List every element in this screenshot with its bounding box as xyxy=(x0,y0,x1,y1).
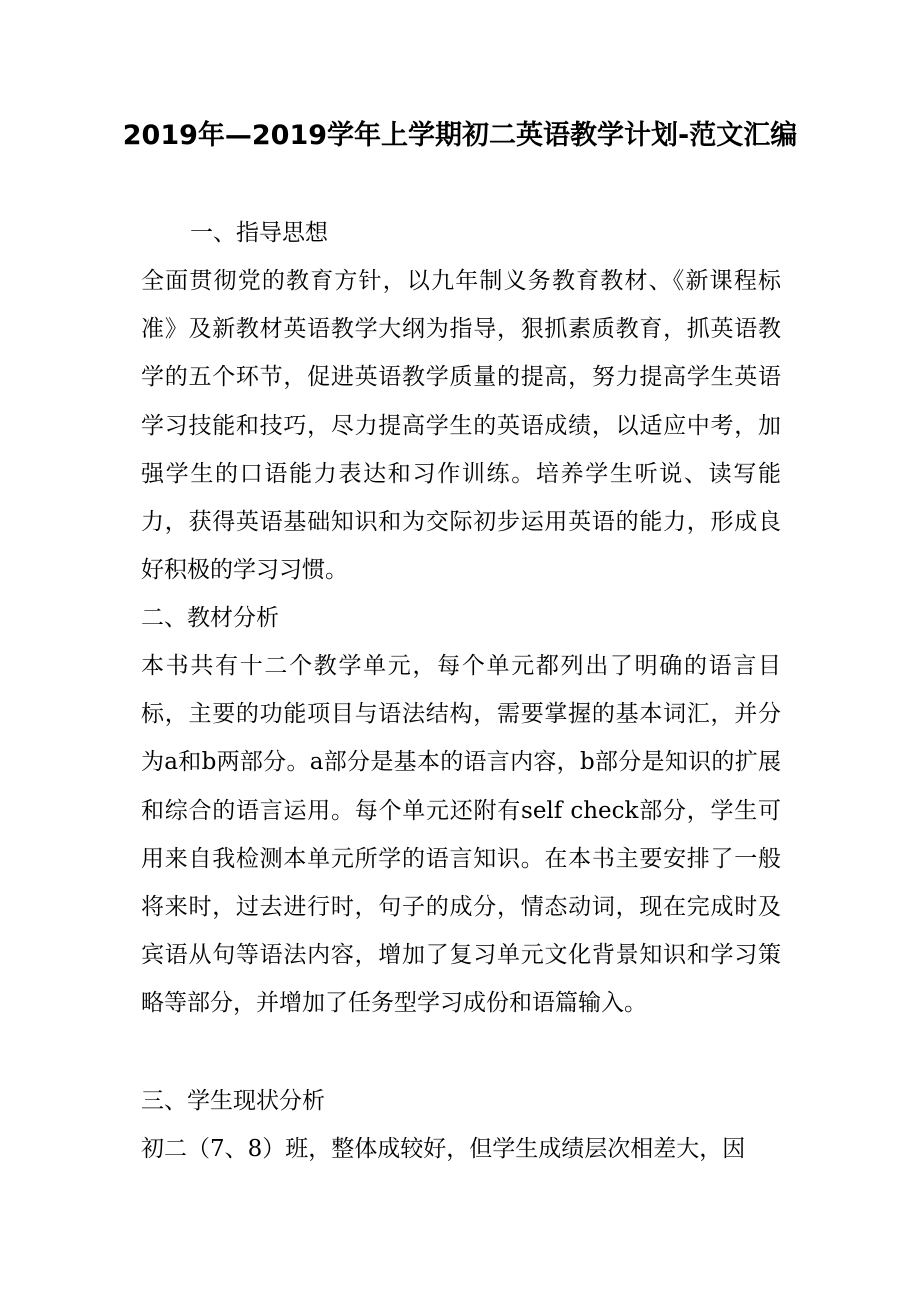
section-body-guiding-ideology: 全面贯彻党的教育方针，以九年制义务教育教材、《新课程标准》及新教材英语教学大纲为指导，狠抓素质教育，抓英语教学的五个环节，促进英语教学质量的提高，努力提高学生英语学习技能和技巧，尽力提高学生的英语成绩，以适应中考，加强学生的口语能力表达和习作训练。培养学生听说、读写能力，获得英语基础知识和为交际初步运用英语的能力，形成良好积极的学习习惯。 xyxy=(141,268,781,584)
section-body-student-analysis: 初二（7、8）班，整体成较好，但学生成绩层次相差大，因 xyxy=(141,1136,746,1162)
section-heading-student-analysis: 三、学生现状分析 xyxy=(141,1088,325,1114)
document-title: 2019年—2019学年上学期初二英语教学计划-范文汇编 xyxy=(122,120,798,151)
section-body-textbook-analysis: 本书共有十二个教学单元，每个单元都列出了明确的语言目标，主要的功能项目与语法结构，需要掌握的基本词汇，并分为a和b两部分。a部分是基本的语言内容，b部分是知识的扩展和综合的语言运用。每个单元还附有self check部分，学生可用来自我检测本单元所学的语言知识。在本书主要安排了一般将来时，过去进行时，句子的成分，情态动词，现在完成时及宾语从句等语法内容，增加了复习单元文化背景知识和学习策略等部分，并增加了任务型学习成份和语篇输入。 xyxy=(141,653,781,1017)
section-heading-textbook-analysis: 二、教材分析 xyxy=(141,605,279,631)
section-heading-guiding-ideology: 一、指导思想 xyxy=(190,220,328,246)
